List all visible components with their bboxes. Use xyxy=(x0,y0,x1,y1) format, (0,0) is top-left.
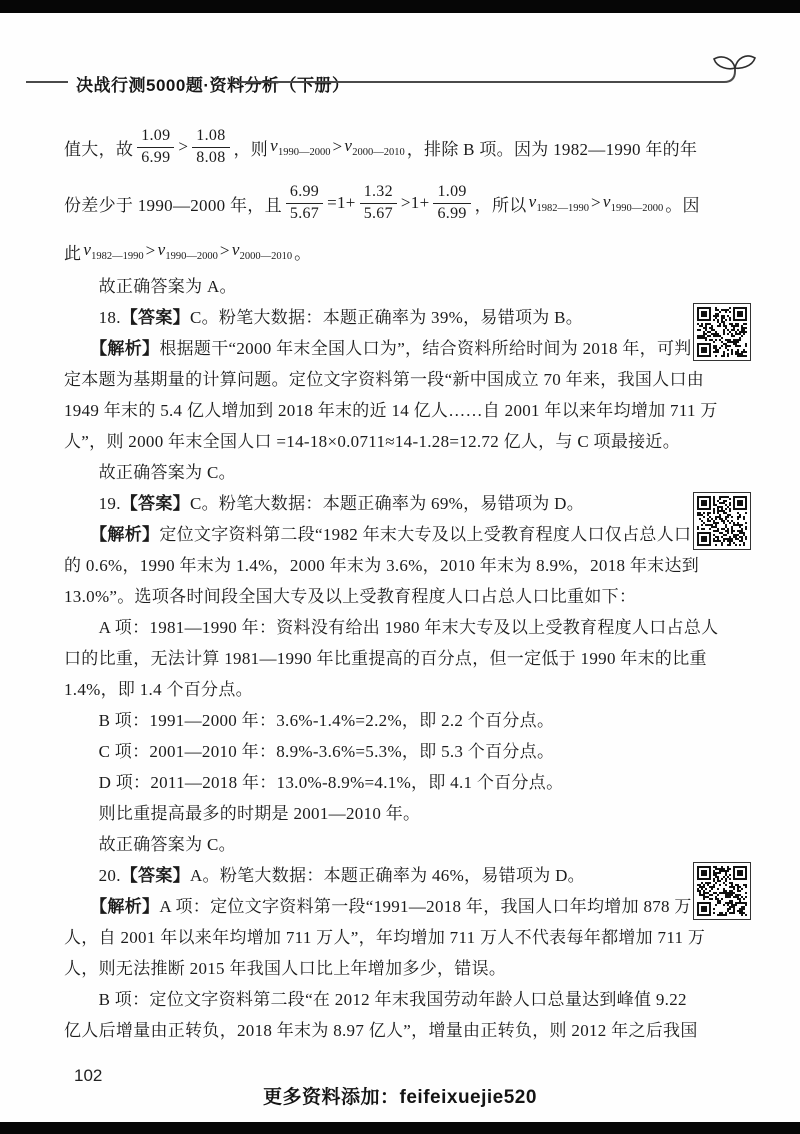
bold-label: 【解析】 xyxy=(64,339,160,358)
qr-code-1 xyxy=(693,303,751,361)
fraction: $\frac{6.99}{5.67}$ xyxy=(286,183,323,223)
header-rule-left xyxy=(26,81,68,83)
scan-border-top xyxy=(0,0,800,13)
bold-label: 【解析】 xyxy=(64,525,160,544)
text-line xyxy=(64,271,690,302)
text-run: 人，自 2001 年以来年均增加 711 万人”，年均增加 711 万人不代表每年都增加 711 万 xyxy=(64,928,706,947)
text-line xyxy=(64,457,690,488)
text-run: > xyxy=(332,137,343,156)
text-run: C。粉笔大数据：本题正确率为 39%，易错项为 B。 xyxy=(189,308,584,327)
text-run: > xyxy=(219,241,230,260)
variable-v: $v_{2000—2010}$ xyxy=(344,136,405,158)
text-run: 20. xyxy=(64,866,121,885)
text-run: 人，则无法推断 2015 年我国人口比上年增加多少，错误。 xyxy=(64,959,507,978)
variable-v: $v_{2000—2010}$ xyxy=(231,240,293,262)
text-run: 故正确答案为 C。 xyxy=(64,463,236,482)
text-line xyxy=(64,488,690,519)
fraction: $\frac{1.09}{6.99}$ xyxy=(137,127,174,167)
text-line xyxy=(64,581,690,612)
text-run: 值大，故 xyxy=(64,139,134,159)
text-line xyxy=(64,953,690,984)
text-run: ，则 xyxy=(233,139,269,159)
qr-code-2 xyxy=(693,492,751,550)
fraction: $\frac{1.32}{5.67}$ xyxy=(360,183,397,223)
fraction: $\frac{1.09}{6.99}$ xyxy=(433,183,470,223)
text-line xyxy=(64,829,690,860)
text-line xyxy=(64,891,690,922)
text-run: ，所以 xyxy=(474,195,527,215)
text-line xyxy=(64,1015,698,1046)
text-line xyxy=(64,231,690,271)
text-run: > xyxy=(145,241,156,260)
bold-label: 【解析】 xyxy=(64,897,160,916)
text-run: B 项：定位文字资料第二段“在 2012 年末我国劳动年龄人口总量达到峰值 9.22 xyxy=(64,990,687,1009)
text-run: 根据题干“2000 年末全国人口为”，结合资料所给时间为 2018 年，可判 xyxy=(159,339,692,358)
solution-text-block xyxy=(64,119,719,1046)
text-run: 人”，则 2000 年末全国人口 =14-18×0.0711≈14-1.28=12.72 亿人，与 C 项最接近。 xyxy=(64,432,681,451)
text-line xyxy=(64,736,690,767)
text-line xyxy=(64,984,690,1015)
text-run: ，排除 B 项。因为 1982—1990 年的年 xyxy=(406,139,698,159)
text-line xyxy=(64,175,700,231)
text-run: 19. xyxy=(64,494,121,513)
variable-v: $v_{1982—1990}$ xyxy=(528,192,589,214)
text-run: > xyxy=(178,137,189,156)
text-run: =1+ xyxy=(327,193,356,212)
text-line xyxy=(64,333,690,364)
text-line xyxy=(64,426,690,457)
page-number: 102 xyxy=(74,1066,103,1085)
text-run: A 项：1981—1990 年：资料没有给出 1980 年末大专及以上受教育程度人口占总人 xyxy=(64,618,719,637)
text-run: 定位文字资料第二段“1982 年末大专及以上受教育程度人口仅占总人口 xyxy=(159,525,692,544)
text-line xyxy=(64,302,690,333)
text-run: 。 xyxy=(294,243,312,263)
text-line xyxy=(64,643,707,674)
text-run: C。粉笔大数据：本题正确率为 69%，易错项为 D。 xyxy=(189,494,585,513)
text-line xyxy=(64,922,706,953)
header-rule-sprout-icon xyxy=(232,52,758,88)
text-run: 则比重提高最多的时期是 2001—2010 年。 xyxy=(64,804,421,823)
text-line xyxy=(64,767,690,798)
variable-v: $v_{1990—2000}$ xyxy=(270,136,331,158)
text-run: > xyxy=(590,193,601,212)
text-run: A。粉笔大数据：本题正确率为 46%，易错项为 D。 xyxy=(189,866,585,885)
variable-v: $v_{1990—2000}$ xyxy=(602,192,664,214)
text-line xyxy=(64,798,690,829)
text-run: 口的比重，无法计算 1981—1990 年比重提高的百分点，但一定低于 1990 年末的比重 xyxy=(64,649,707,668)
text-run: 。因 xyxy=(665,195,700,215)
text-line xyxy=(64,705,690,736)
book-title: 决战行测5000题·资料分析（下册） xyxy=(76,76,350,95)
bold-label: 【答案】 xyxy=(120,494,190,513)
bold-label: 【答案】 xyxy=(120,308,190,327)
fraction: $\frac{1.08}{8.08}$ xyxy=(192,127,229,167)
text-line xyxy=(64,550,700,581)
text-run: 份差少于 1990—2000 年，且 xyxy=(64,195,282,215)
text-run: 亿人后增量由正转负，2018 年末为 8.97 亿人”，增量由正转负，则 2012 年之后我国 xyxy=(64,1021,698,1040)
scan-border-bottom xyxy=(0,1122,800,1134)
text-line xyxy=(64,119,698,175)
text-line xyxy=(64,395,718,426)
variable-v: $v_{1982—1990}$ xyxy=(83,240,144,262)
text-run: 1949 年末的 5.4 亿人增加到 2018 年末的近 14 亿人……自 2001 年以来年均增加 711 万 xyxy=(64,401,718,420)
text-run: D 项：2011—2018 年：13.0%-8.9%=4.1%，即 4.1 个百分点。 xyxy=(64,773,564,792)
text-line xyxy=(64,364,705,395)
text-run: 定本题为基期量的计算问题。定位文字资料第一段“新中国成立 70 年来，我国人口由 xyxy=(64,370,705,389)
text-run: 的 0.6%，1990 年末为 1.4%，2000 年末为 3.6%，2010 年末为 8.9%，2018 年末达到 xyxy=(64,556,700,575)
text-run: 故正确答案为 A。 xyxy=(64,277,237,296)
qr-code-3 xyxy=(693,862,751,920)
text-run: >1+ xyxy=(400,193,430,212)
text-run: 13.0%”。选项各时间段全国大专及以上受教育程度人口占总人口比重如下： xyxy=(64,587,637,606)
text-run: 18. xyxy=(64,308,121,327)
text-run: 1.4%，即 1.4 个百分点。 xyxy=(64,680,253,699)
footer-watermark: 更多资料添加：feifeixuejie520 xyxy=(263,1087,537,1108)
text-line xyxy=(64,674,690,705)
text-run: B 项：1991—2000 年：3.6%-1.4%=2.2%，即 2.2 个百分点。 xyxy=(64,711,555,730)
text-line xyxy=(64,519,690,550)
text-run: 故正确答案为 C。 xyxy=(64,835,236,854)
variable-v: $v_{1990—2000}$ xyxy=(157,240,218,262)
text-line xyxy=(64,860,690,891)
bold-label: 【答案】 xyxy=(120,866,190,885)
text-run: 此 xyxy=(64,243,82,263)
text-run: C 项：2001—2010 年：8.9%-3.6%=5.3%，即 5.3 个百分点。 xyxy=(64,742,555,761)
text-line xyxy=(64,612,719,643)
text-run: A 项：定位文字资料第一段“1991—2018 年，我国人口年均增加 878 万 xyxy=(159,897,692,916)
